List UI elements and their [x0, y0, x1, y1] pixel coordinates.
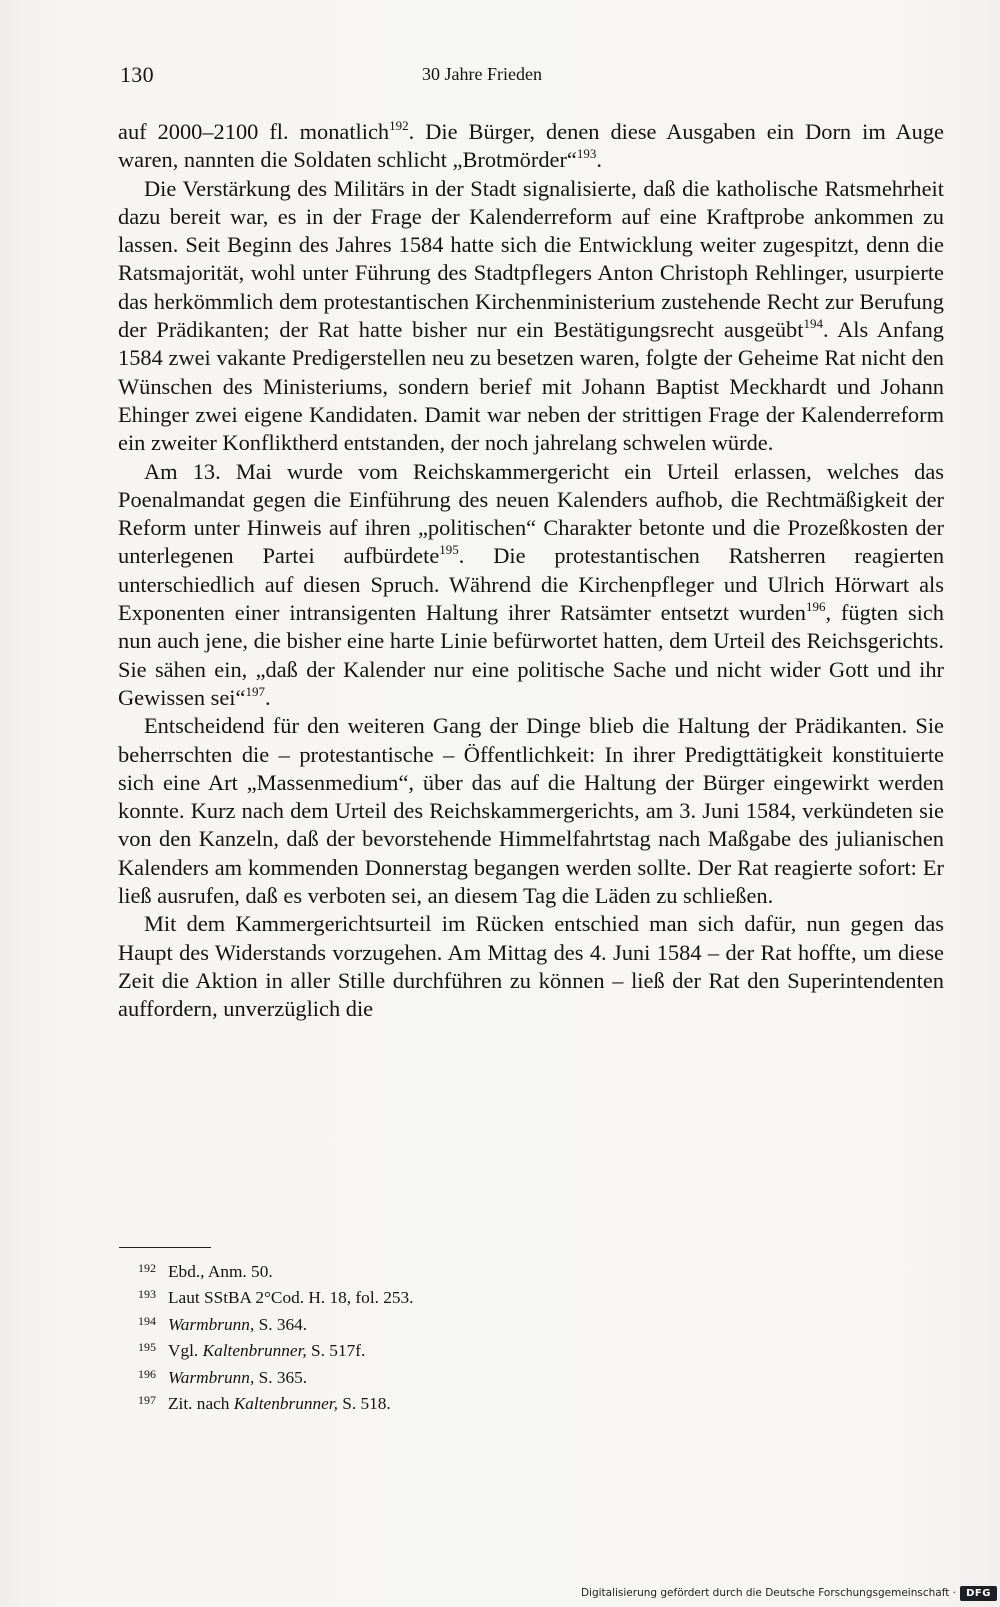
- page-header: [120, 62, 980, 92]
- footnote-ref[interactable]: 193: [576, 146, 597, 162]
- footnote: 195 Vgl. Kaltenbrunner, S. 517f.: [138, 1340, 366, 1361]
- footnote: 194 Warmbrunn, S. 364.: [138, 1313, 308, 1334]
- footnote-ref[interactable]: 196: [806, 599, 826, 615]
- footnote-ref[interactable]: 194: [803, 316, 823, 332]
- body-text: [118, 118, 944, 1024]
- paragraph-2: Die Verstärkung des Militärs in der Stadt signalisierte, daß die katholische Ratsmehrheit dazu bereit war, es in der Frage der Kalenderreform auf eine Kraftprobe ankommen zu lassen. Seit Beginn des Jahres 1584 hatte sich die Entwicklung weiter zugespitzt, denn die Ratsmajorität, wohl unter Führung des Stadtpflegers Anton Christoph Rehlinger, usurpierte das herkömmlich dem protestantischen Kirchenministerium zustehende Recht zur Berufung der Prädikanten; der Rat hatte bisher nur ein Bestätigungsrecht ausgeübt$^{194}$. Als Anfang 1584 zwei vakante Predigerstellen neu zu besetzen waren, folgte der Geheime Rat nicht den Wünschen des Ministeriums, sondern berief mit Johann Baptist Meckhardt und Johann Ehinger zwei eigene Kandidaten. Damit war neben der strittigen Frage der Kalenderreform ein zweiter Konfliktherd entstanden, der noch jahrelang schwelen würde.: [118, 175, 944, 456]
- footnote: 193 Laut SStBA 2°Cod. H. 18, fol. 253.: [138, 1287, 414, 1308]
- running-title: 30 Jahre Frieden: [422, 64, 542, 84]
- footnote: 192 Ebd., Anm. 50.: [138, 1261, 273, 1281]
- dfg-logo-icon: DFG: [960, 1586, 997, 1601]
- footnotes: [138, 1257, 838, 1415]
- page-number: 130: [120, 62, 154, 87]
- footnote-ref[interactable]: 195: [439, 542, 459, 558]
- paragraph-4: Entscheidend für den weiteren Gang der Dinge blieb die Haltung der Prädikanten. Sie beherrschten die – protestantische – Öffentlichkeit: In ihrer Predigttätigkeit konstituierte sich eine Art „Massenmedium“, über das auf die Haltung der Bürger eingewirkt werden konnte. Kurz nach dem Urteil des Reichskammergerichts, am 3. Juni 1584, verkündeten sie von den Kanzeln, daß der bevorstehende Himmelfahrtstag nach Maßgabe des julianischen Kalenders am kommenden Donnerstag begangen werden sollte. Der Rat reagierte sofort: Er ließ ausrufen, daß es verboten sei, an diesem Tag die Läden zu schließen.: [118, 713, 944, 909]
- footnote-ref[interactable]: 197: [245, 683, 265, 699]
- footnote-ref[interactable]: 192: [389, 118, 409, 133]
- paragraph-3: Am 13. Mai wurde vom Reichskammergericht ein Urteil erlassen, welches das Poenalmandat gegen die Einführung des neuen Kalenders aufhob, die Rechtmäßigkeit der Reform unter Hinweis auf ihren „politischen“ Charakter betonte und die Prozeßkosten der unterlegenen Partei aufbürdete$^{195}$. Die protestantischen Ratsherren reagierten unterschiedlich auf diesen Spruch. Während die Kirchenpfleger und Ulrich Hörwart als Exponenten einer intransigenten Haltung ihrer Ratsämter entsetzt wurden$^{196}$, fügten sich nun auch jene, die bisher eine harte Linie befürwortet hatten, dem Urteil des Reichsgerichts. Sie sähen ein, „daß der Kalender nur eine politische Sache und nicht wider Gott und ihr Gewissen sei“$^{197}$.: [118, 458, 945, 710]
- footnote: 196 Warmbrunn, S. 365.: [138, 1366, 308, 1387]
- paragraph-5: Mit dem Kammergerichtsurteil im Rücken entschied man sich dafür, nun gegen das Haupt des Widerstands vorzugehen. Am Mittag des 4. Juni 1584 – der Rat hoffte, um diese Zeit die Aktion in aller Stille durchführen zu können – ließ der Rat den Superintendenten auffordern, unverzüglich die: [118, 911, 944, 1022]
- footnote-divider: [119, 1247, 211, 1248]
- paragraph-1: auf 2000–2100 fl. monatlich$^{192}$. Die Bürger, denen diese Ausgaben ein Dorn im Auge waren, nannten die Soldaten schlicht „Brotmörder“$^{193}$.: [118, 118, 944, 173]
- footnote: 197 Zit. nach Kaltenbrunner, S. 518.: [138, 1393, 391, 1414]
- digitization-credit: Digitalisierung gefördert durch die Deutsche Forschungsgemeinschaft ·: [580, 1587, 956, 1599]
